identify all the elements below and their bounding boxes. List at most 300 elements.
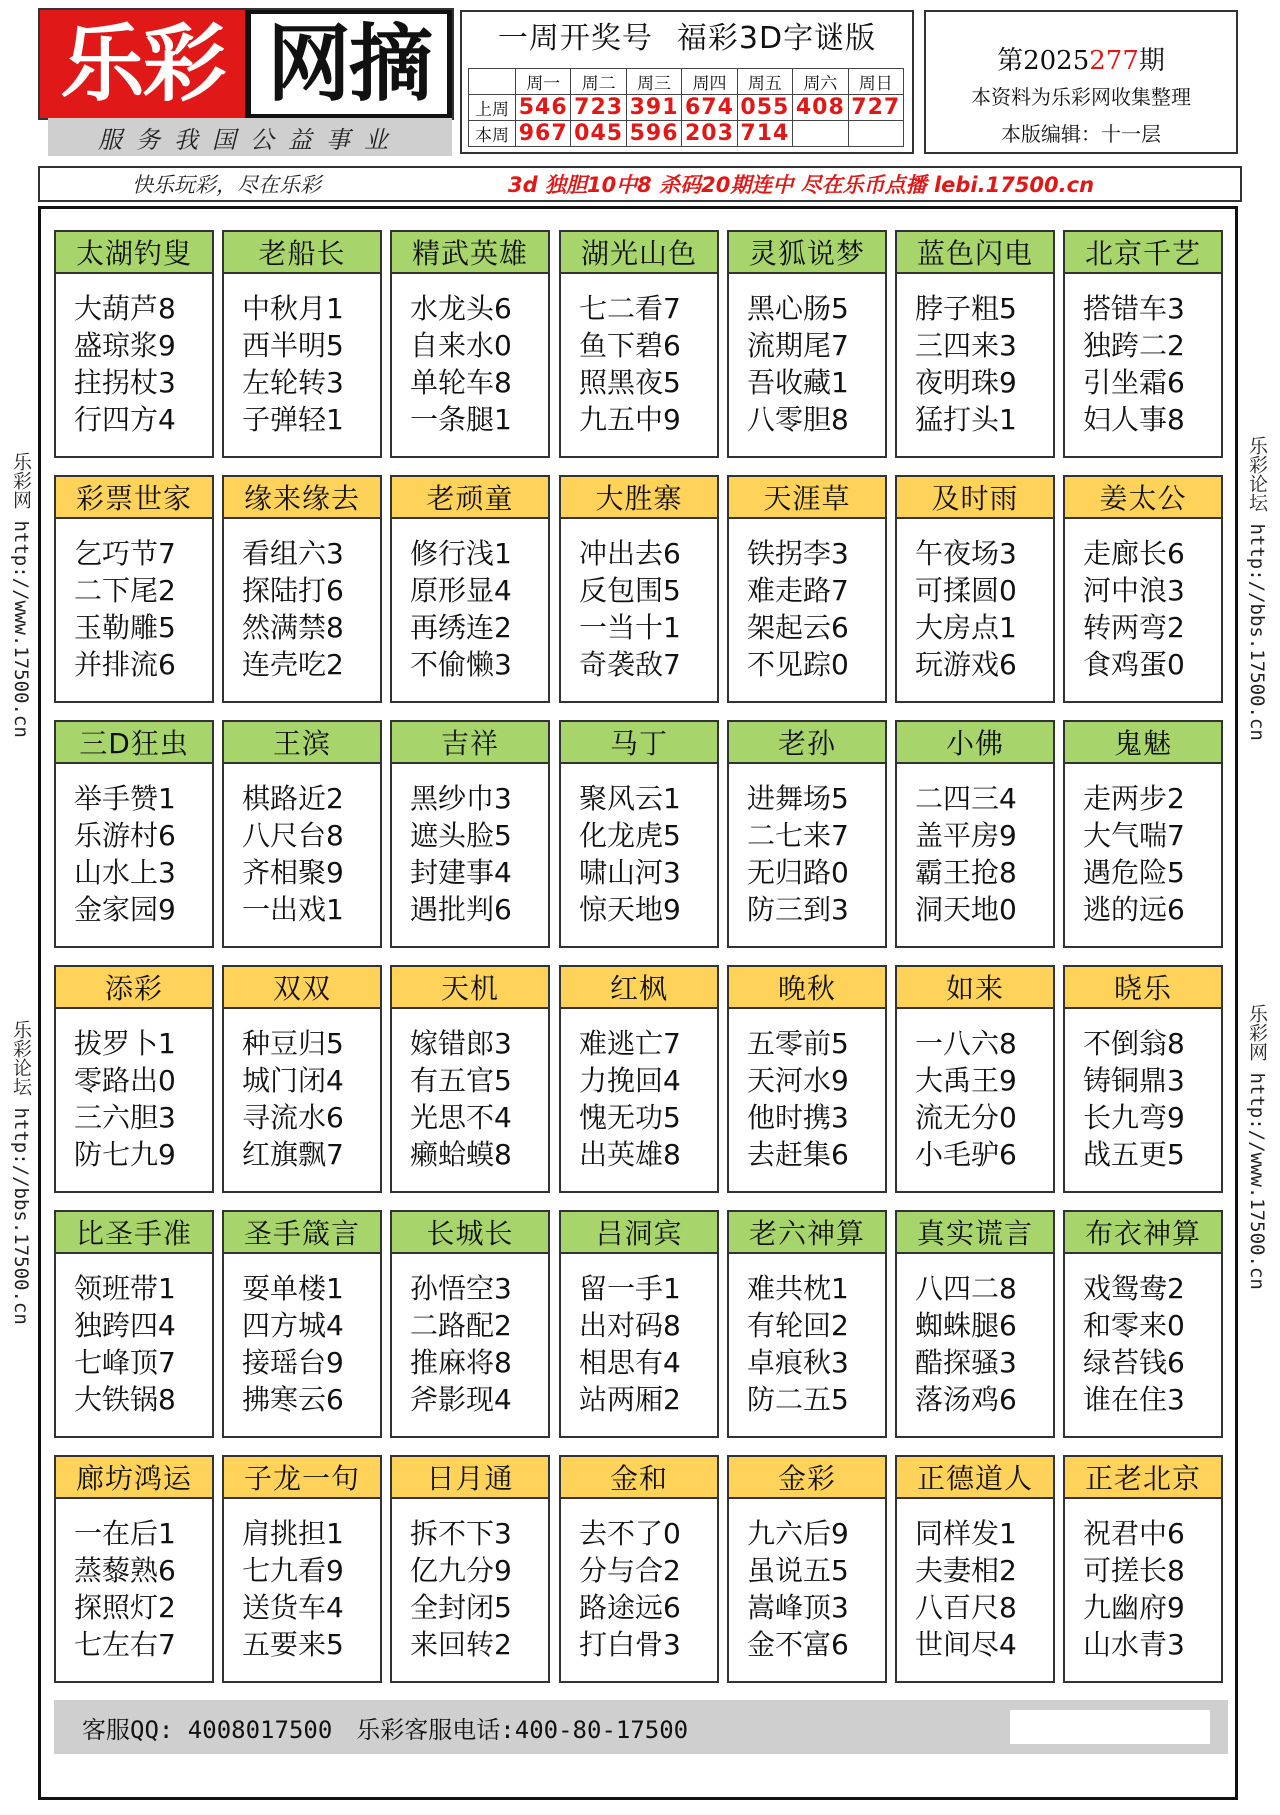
riddle-author-title: 老船长 bbox=[224, 232, 380, 274]
riddle-line: 棋路近2 bbox=[242, 782, 344, 815]
corner-cell bbox=[469, 69, 516, 95]
riddle-line: 照黑夜5 bbox=[579, 366, 681, 399]
riddle-lines bbox=[1065, 1254, 1221, 1418]
riddle-line: 玉勒雕5 bbox=[74, 611, 176, 644]
riddle-line: 子弹轻1 bbox=[242, 403, 344, 436]
riddle-lines bbox=[56, 274, 212, 438]
riddle-lines bbox=[56, 1009, 212, 1173]
riddle-line: 八百尺8 bbox=[915, 1591, 1017, 1624]
issue-box bbox=[924, 10, 1238, 154]
draw-number: 714 bbox=[737, 121, 792, 147]
riddle-line: 去不了0 bbox=[579, 1517, 681, 1550]
riddle-line: 祝君中6 bbox=[1083, 1517, 1185, 1550]
riddle-line: 七左右7 bbox=[74, 1628, 176, 1661]
riddle-line: 送货车4 bbox=[242, 1591, 344, 1624]
issue-suffix: 期 bbox=[1138, 46, 1165, 76]
riddle-line: 一出戏1 bbox=[242, 893, 344, 926]
riddle-line: 谁在住3 bbox=[1083, 1383, 1185, 1416]
riddle-line: 吾收藏1 bbox=[747, 366, 849, 399]
riddle-lines bbox=[1065, 519, 1221, 683]
riddle-line: 反包围5 bbox=[579, 574, 681, 607]
riddle-line: 推麻将8 bbox=[410, 1346, 512, 1379]
riddle-line: 亿九分9 bbox=[410, 1554, 512, 1587]
riddle-line: 黑纱巾3 bbox=[410, 782, 512, 815]
riddle-lines bbox=[1065, 274, 1221, 438]
riddle-cell bbox=[727, 230, 887, 458]
draw-number: 596 bbox=[626, 121, 681, 147]
riddle-row bbox=[54, 1210, 1228, 1438]
riddle-author-title: 王滨 bbox=[224, 722, 380, 764]
riddle-line: 二四三4 bbox=[915, 782, 1017, 815]
riddle-line: 封建事4 bbox=[410, 856, 512, 889]
riddle-line: 九幽府9 bbox=[1083, 1591, 1185, 1624]
riddle-cell bbox=[559, 1210, 719, 1438]
riddle-line: 原形显4 bbox=[410, 574, 512, 607]
side-text-right-bottom: 乐彩网 http://www.17500.cn bbox=[1246, 1004, 1268, 1290]
riddle-cell bbox=[390, 720, 550, 948]
riddle-line: 战五更5 bbox=[1083, 1138, 1185, 1171]
riddle-lines bbox=[729, 1254, 885, 1418]
riddle-line: 铸铜鼎3 bbox=[1083, 1064, 1185, 1097]
riddle-line: 食鸡蛋0 bbox=[1083, 648, 1185, 681]
riddle-line: 力挽回4 bbox=[579, 1064, 681, 1097]
riddle-line: 不见踪0 bbox=[747, 648, 849, 681]
riddle-line: 落汤鸡6 bbox=[915, 1383, 1017, 1416]
weekday-cell: 周四 bbox=[682, 69, 737, 95]
editor-note: 本版编辑：十一层 bbox=[1001, 122, 1161, 146]
riddle-line: 虽说五5 bbox=[747, 1554, 849, 1587]
riddle-line: 走两步2 bbox=[1083, 782, 1185, 815]
riddle-line: 防七九9 bbox=[74, 1138, 176, 1171]
riddle-line: 并排流6 bbox=[74, 648, 176, 681]
riddle-lines bbox=[224, 764, 380, 928]
draw-number: 045 bbox=[571, 121, 626, 147]
riddle-line: 金家园9 bbox=[74, 893, 176, 926]
riddle-author-title: 马丁 bbox=[561, 722, 717, 764]
riddle-cell bbox=[54, 1455, 214, 1683]
riddle-line: 大房点1 bbox=[915, 611, 1017, 644]
tagline-left: 快乐玩彩，尽在乐彩 bbox=[132, 173, 321, 197]
riddle-author-title: 大胜寨 bbox=[561, 477, 717, 519]
riddle-cell bbox=[727, 1455, 887, 1683]
riddle-line: 逃的远6 bbox=[1083, 893, 1185, 926]
riddle-author-title: 双双 bbox=[224, 967, 380, 1009]
riddle-line: 斧影现4 bbox=[410, 1383, 512, 1416]
compiled-note: 本资料为乐彩网收集整理 bbox=[971, 85, 1191, 109]
riddle-author-title: 三D狂虫 bbox=[56, 722, 212, 764]
riddle-lines bbox=[56, 1254, 212, 1418]
riddle-lines bbox=[897, 274, 1053, 438]
riddle-line: 七九看9 bbox=[242, 1554, 344, 1587]
riddle-author-title: 鬼魅 bbox=[1065, 722, 1221, 764]
riddle-line: 惊天地9 bbox=[579, 893, 681, 926]
riddle-cell bbox=[1063, 230, 1223, 458]
riddle-line: 出对码8 bbox=[579, 1309, 681, 1342]
riddle-cell bbox=[54, 1210, 214, 1438]
riddle-line: 难逃亡7 bbox=[579, 1027, 681, 1060]
riddle-line: 有五官5 bbox=[410, 1064, 512, 1097]
footer-bar bbox=[54, 1700, 1228, 1754]
riddle-line: 左轮转3 bbox=[242, 366, 344, 399]
riddle-line: 他时携3 bbox=[747, 1101, 849, 1134]
riddle-line: 啸山河3 bbox=[579, 856, 681, 889]
riddle-line: 光思不4 bbox=[410, 1101, 512, 1134]
riddle-line: 金不富6 bbox=[747, 1628, 849, 1661]
riddle-lines bbox=[729, 764, 885, 928]
riddle-lines bbox=[897, 1254, 1053, 1418]
riddle-line: 脖子粗5 bbox=[915, 292, 1017, 325]
tagline-promo: 3d 独胆10中8 杀码20期连中 尽在乐币点播 lebi.17500.cn bbox=[508, 173, 1095, 197]
riddle-line: 出英雄8 bbox=[579, 1138, 681, 1171]
riddle-line: 戏鸳鸯2 bbox=[1083, 1272, 1185, 1305]
riddle-cell bbox=[1063, 720, 1223, 948]
riddle-cell bbox=[54, 720, 214, 948]
riddle-lines bbox=[729, 1009, 885, 1173]
riddle-author-title: 吉祥 bbox=[392, 722, 548, 764]
riddle-author-title: 金和 bbox=[561, 1457, 717, 1499]
riddle-lines bbox=[56, 764, 212, 928]
riddle-cell bbox=[559, 720, 719, 948]
riddle-line: 九六后9 bbox=[747, 1517, 849, 1550]
riddle-line: 防二五5 bbox=[747, 1383, 849, 1416]
slogan: 服务我国公益事业 bbox=[48, 118, 452, 156]
riddle-line: 接瑶台9 bbox=[242, 1346, 344, 1379]
side-text-left-bottom: 乐彩论坛 http://bbs.17500.cn bbox=[10, 1020, 32, 1325]
riddle-lines bbox=[561, 1009, 717, 1173]
riddle-author-title: 太湖钓叟 bbox=[56, 232, 212, 274]
riddle-line: 大气喘7 bbox=[1083, 819, 1185, 852]
riddle-line: 打白骨3 bbox=[579, 1628, 681, 1661]
riddle-row bbox=[54, 965, 1228, 1193]
riddle-cell bbox=[390, 1455, 550, 1683]
riddle-line: 拄拐杖3 bbox=[74, 366, 176, 399]
riddle-line: 化龙虎5 bbox=[579, 819, 681, 852]
draw-number: 727 bbox=[848, 95, 903, 121]
riddle-line: 盖平房9 bbox=[915, 819, 1017, 852]
riddle-lines bbox=[561, 764, 717, 928]
riddle-cell bbox=[895, 475, 1055, 703]
riddle-cell bbox=[222, 230, 382, 458]
riddle-lines bbox=[897, 1499, 1053, 1663]
logo-red-text: 乐彩 bbox=[40, 10, 245, 118]
riddle-line: 可揉圆0 bbox=[915, 574, 1017, 607]
riddle-lines bbox=[56, 519, 212, 683]
riddle-line: 路途远6 bbox=[579, 1591, 681, 1624]
riddle-line: 架起云6 bbox=[747, 611, 849, 644]
riddle-cell bbox=[727, 720, 887, 948]
riddle-line: 世间尽4 bbox=[915, 1628, 1017, 1661]
riddle-line: 妇人事8 bbox=[1083, 403, 1185, 436]
riddle-lines bbox=[392, 1499, 548, 1663]
weekday-cell: 周日 bbox=[848, 69, 903, 95]
riddle-cell bbox=[222, 965, 382, 1193]
riddle-line: 大葫芦8 bbox=[74, 292, 176, 325]
riddle-author-title: 北京千艺 bbox=[1065, 232, 1221, 274]
riddle-cell bbox=[559, 475, 719, 703]
riddle-line: 夫妻相2 bbox=[915, 1554, 1017, 1587]
riddle-line: 五零前5 bbox=[747, 1027, 849, 1060]
riddle-line: 走廊长6 bbox=[1083, 537, 1185, 570]
footer-blank-box bbox=[1010, 1710, 1210, 1744]
riddle-author-title: 长城长 bbox=[392, 1212, 548, 1254]
riddle-line: 然满禁8 bbox=[242, 611, 344, 644]
riddle-lines bbox=[392, 274, 548, 438]
issue-prefix: 第2025 bbox=[997, 46, 1090, 76]
riddle-line: 单轮车8 bbox=[410, 366, 512, 399]
riddle-line: 盛琼浆9 bbox=[74, 329, 176, 362]
riddle-cell bbox=[222, 1210, 382, 1438]
riddle-line: 防三到3 bbox=[747, 893, 849, 926]
riddle-author-title: 日月通 bbox=[392, 1457, 548, 1499]
riddle-line: 中秋月1 bbox=[242, 292, 344, 325]
riddle-line: 嫁错郎3 bbox=[410, 1027, 512, 1060]
riddle-line: 愧无功5 bbox=[579, 1101, 681, 1134]
riddle-lines bbox=[897, 519, 1053, 683]
riddle-line: 去赶集6 bbox=[747, 1138, 849, 1171]
riddle-lines bbox=[897, 1009, 1053, 1173]
riddle-line: 八零胆8 bbox=[747, 403, 849, 436]
riddle-author-title: 晓乐 bbox=[1065, 967, 1221, 1009]
riddle-line: 行四方4 bbox=[74, 403, 176, 436]
riddle-lines bbox=[1065, 1499, 1221, 1663]
riddle-line: 种豆归5 bbox=[242, 1027, 344, 1060]
riddle-line: 一当十1 bbox=[579, 611, 681, 644]
draw-number: 967 bbox=[516, 121, 571, 147]
riddle-line: 留一手1 bbox=[579, 1272, 681, 1305]
riddle-author-title: 子龙一句 bbox=[224, 1457, 380, 1499]
riddle-line: 流无分0 bbox=[915, 1101, 1017, 1134]
riddle-line: 嵩峰顶3 bbox=[747, 1591, 849, 1624]
riddle-line: 拔罗卜1 bbox=[74, 1027, 176, 1060]
riddle-author-title: 布衣神算 bbox=[1065, 1212, 1221, 1254]
side-text-left-top: 乐彩网 http://www.17500.cn bbox=[10, 452, 32, 738]
riddle-line: 再绣连2 bbox=[410, 611, 512, 644]
riddle-lines bbox=[561, 519, 717, 683]
riddle-author-title: 比圣手准 bbox=[56, 1212, 212, 1254]
riddle-author-title: 晚秋 bbox=[729, 967, 885, 1009]
riddle-line: 河中浪3 bbox=[1083, 574, 1185, 607]
riddle-line: 大铁锅8 bbox=[74, 1383, 176, 1416]
riddle-line: 来回转2 bbox=[410, 1628, 512, 1661]
riddle-line: 寻流水6 bbox=[242, 1101, 344, 1134]
riddle-line: 引坐霜6 bbox=[1083, 366, 1185, 399]
riddle-line: 乐游村6 bbox=[74, 819, 176, 852]
riddle-line: 孙悟空3 bbox=[410, 1272, 512, 1305]
riddle-author-title: 彩票世家 bbox=[56, 477, 212, 519]
riddle-line: 洞天地0 bbox=[915, 893, 1017, 926]
riddle-line: 有轮回2 bbox=[747, 1309, 849, 1342]
riddle-cell bbox=[559, 1455, 719, 1683]
riddle-line: 蜘蛛腿6 bbox=[915, 1309, 1017, 1342]
riddle-lines bbox=[392, 764, 548, 928]
riddle-line: 八尺台8 bbox=[242, 819, 344, 852]
weekday-cell: 周六 bbox=[793, 69, 848, 95]
riddle-author-title: 老孙 bbox=[729, 722, 885, 764]
riddle-line: 独跨二2 bbox=[1083, 329, 1185, 362]
riddle-line: 拂寒云6 bbox=[242, 1383, 344, 1416]
riddle-author-title: 小佛 bbox=[897, 722, 1053, 764]
riddle-cell bbox=[895, 720, 1055, 948]
riddle-line: 长九弯9 bbox=[1083, 1101, 1185, 1134]
riddle-author-title: 老六神算 bbox=[729, 1212, 885, 1254]
riddle-lines bbox=[1065, 764, 1221, 928]
riddle-line: 二路配2 bbox=[410, 1309, 512, 1342]
draw-number: 546 bbox=[516, 95, 571, 121]
weekday-header-row bbox=[469, 69, 904, 95]
draw-table bbox=[468, 68, 904, 147]
riddle-author-title: 圣手箴言 bbox=[224, 1212, 380, 1254]
this-week-label: 本周 bbox=[469, 121, 516, 147]
riddle-lines bbox=[1065, 1009, 1221, 1173]
riddle-lines bbox=[897, 764, 1053, 928]
riddle-line: 七峰顶7 bbox=[74, 1346, 176, 1379]
riddle-lines bbox=[224, 1254, 380, 1418]
riddle-line: 鱼下碧6 bbox=[579, 329, 681, 362]
riddle-line: 举手赞1 bbox=[74, 782, 176, 815]
riddle-cell bbox=[390, 965, 550, 1193]
riddle-line: 天河水9 bbox=[747, 1064, 849, 1097]
riddle-cell bbox=[559, 230, 719, 458]
riddle-author-title: 正老北京 bbox=[1065, 1457, 1221, 1499]
riddle-cell bbox=[895, 1210, 1055, 1438]
riddle-lines bbox=[561, 1499, 717, 1663]
riddle-lines bbox=[561, 1254, 717, 1418]
riddle-cell bbox=[222, 1455, 382, 1683]
riddle-line: 一在后1 bbox=[74, 1517, 176, 1550]
riddle-row bbox=[54, 1455, 1228, 1683]
riddle-line: 乞巧节7 bbox=[74, 537, 176, 570]
riddle-line: 冲出去6 bbox=[579, 537, 681, 570]
riddle-line: 领班带1 bbox=[74, 1272, 176, 1305]
riddle-line: 二七来7 bbox=[747, 819, 849, 852]
riddle-author-title: 吕洞宾 bbox=[561, 1212, 717, 1254]
riddle-line: 一条腿1 bbox=[410, 403, 512, 436]
riddle-line: 黑心肠5 bbox=[747, 292, 849, 325]
weekday-cell: 周五 bbox=[737, 69, 792, 95]
riddle-line: 不倒翁8 bbox=[1083, 1027, 1185, 1060]
riddle-line: 转两弯2 bbox=[1083, 611, 1185, 644]
riddle-author-title: 老顽童 bbox=[392, 477, 548, 519]
weekday-cell: 周三 bbox=[626, 69, 681, 95]
riddle-cell bbox=[895, 965, 1055, 1193]
riddle-line: 和零来0 bbox=[1083, 1309, 1185, 1342]
draw-number: 723 bbox=[571, 95, 626, 121]
riddle-line: 小毛驴6 bbox=[915, 1138, 1017, 1171]
riddle-author-title: 缘来缘去 bbox=[224, 477, 380, 519]
riddle-author-title: 精武英雄 bbox=[392, 232, 548, 274]
riddle-line: 午夜场3 bbox=[915, 537, 1017, 570]
riddle-cell bbox=[390, 475, 550, 703]
draw-number: 203 bbox=[682, 121, 737, 147]
riddle-author-title: 天机 bbox=[392, 967, 548, 1009]
riddle-cell bbox=[1063, 1455, 1223, 1683]
riddle-line: 猛打头1 bbox=[915, 403, 1017, 436]
issue-num: 277 bbox=[1089, 46, 1139, 76]
riddle-author-title: 廊坊鸿运 bbox=[56, 1457, 212, 1499]
riddle-line: 霸王抢8 bbox=[915, 856, 1017, 889]
last-week-label: 上周 bbox=[469, 95, 516, 121]
draw-box-title bbox=[462, 12, 912, 58]
riddle-row bbox=[54, 475, 1228, 703]
riddle-cell bbox=[727, 965, 887, 1193]
riddle-lines bbox=[729, 274, 885, 438]
riddle-line: 癞蛤蟆8 bbox=[410, 1138, 512, 1171]
draw-number bbox=[793, 121, 848, 147]
riddle-lines bbox=[224, 1499, 380, 1663]
riddle-author-title: 添彩 bbox=[56, 967, 212, 1009]
riddle-author-title: 金彩 bbox=[729, 1457, 885, 1499]
riddle-line: 全封闭5 bbox=[410, 1591, 512, 1624]
riddle-lines bbox=[224, 1009, 380, 1173]
riddle-line: 无归路0 bbox=[747, 856, 849, 889]
riddle-line: 零路出0 bbox=[74, 1064, 176, 1097]
riddle-cell bbox=[390, 1210, 550, 1438]
riddle-line: 一八六8 bbox=[915, 1027, 1017, 1060]
riddle-line: 修行浅1 bbox=[410, 537, 512, 570]
riddle-line: 二下尾2 bbox=[74, 574, 176, 607]
riddle-line: 四方城4 bbox=[242, 1309, 344, 1342]
weekly-draw-box bbox=[460, 10, 914, 154]
riddle-cell bbox=[54, 475, 214, 703]
riddle-line: 九五中9 bbox=[579, 403, 681, 436]
issue-number bbox=[926, 40, 1236, 77]
riddle-line: 看组六3 bbox=[242, 537, 344, 570]
riddle-line: 探照灯2 bbox=[74, 1591, 176, 1624]
riddle-line: 蒸藜熟6 bbox=[74, 1554, 176, 1587]
riddle-line: 耍单楼1 bbox=[242, 1272, 344, 1305]
riddle-line: 进舞场5 bbox=[747, 782, 849, 815]
riddle-line: 夜明珠9 bbox=[915, 366, 1017, 399]
riddle-line: 五要来5 bbox=[242, 1628, 344, 1661]
riddle-line: 大禹王9 bbox=[915, 1064, 1017, 1097]
riddle-line: 卓痕秋3 bbox=[747, 1346, 849, 1379]
draw-number: 408 bbox=[793, 95, 848, 121]
riddle-line: 红旗飘7 bbox=[242, 1138, 344, 1171]
riddle-line: 可搓长8 bbox=[1083, 1554, 1185, 1587]
riddle-author-title: 正德道人 bbox=[897, 1457, 1053, 1499]
riddle-line: 三六胆3 bbox=[74, 1101, 176, 1134]
riddle-line: 遇危险5 bbox=[1083, 856, 1185, 889]
draw-number bbox=[848, 121, 903, 147]
riddle-line: 三四来3 bbox=[915, 329, 1017, 362]
logo-white-text: 网摘 bbox=[251, 14, 447, 114]
tagline-bar bbox=[38, 166, 1242, 202]
riddle-line: 独跨四4 bbox=[74, 1309, 176, 1342]
riddle-lines bbox=[729, 519, 885, 683]
riddle-author-title: 蓝色闪电 bbox=[897, 232, 1053, 274]
riddle-line: 西半明5 bbox=[242, 329, 344, 362]
riddle-line: 八四二8 bbox=[915, 1272, 1017, 1305]
riddle-author-title: 真实谎言 bbox=[897, 1212, 1053, 1254]
riddle-line: 玩游戏6 bbox=[915, 648, 1017, 681]
riddle-cell bbox=[1063, 475, 1223, 703]
riddle-author-title: 湖光山色 bbox=[561, 232, 717, 274]
riddle-cell bbox=[222, 720, 382, 948]
riddle-lines bbox=[56, 1499, 212, 1663]
riddle-author-title: 及时雨 bbox=[897, 477, 1053, 519]
riddle-line: 难走路7 bbox=[747, 574, 849, 607]
riddle-line: 山水上3 bbox=[74, 856, 176, 889]
riddle-line: 遇批判6 bbox=[410, 893, 512, 926]
riddle-line: 同样发1 bbox=[915, 1517, 1017, 1550]
riddle-line: 酷探骚3 bbox=[915, 1346, 1017, 1379]
logo bbox=[38, 8, 454, 120]
riddle-line: 探陆打6 bbox=[242, 574, 344, 607]
weekday-cell: 周二 bbox=[571, 69, 626, 95]
riddle-lines bbox=[561, 274, 717, 438]
riddle-line: 山水青3 bbox=[1083, 1628, 1185, 1661]
riddle-line: 水龙头6 bbox=[410, 292, 512, 325]
